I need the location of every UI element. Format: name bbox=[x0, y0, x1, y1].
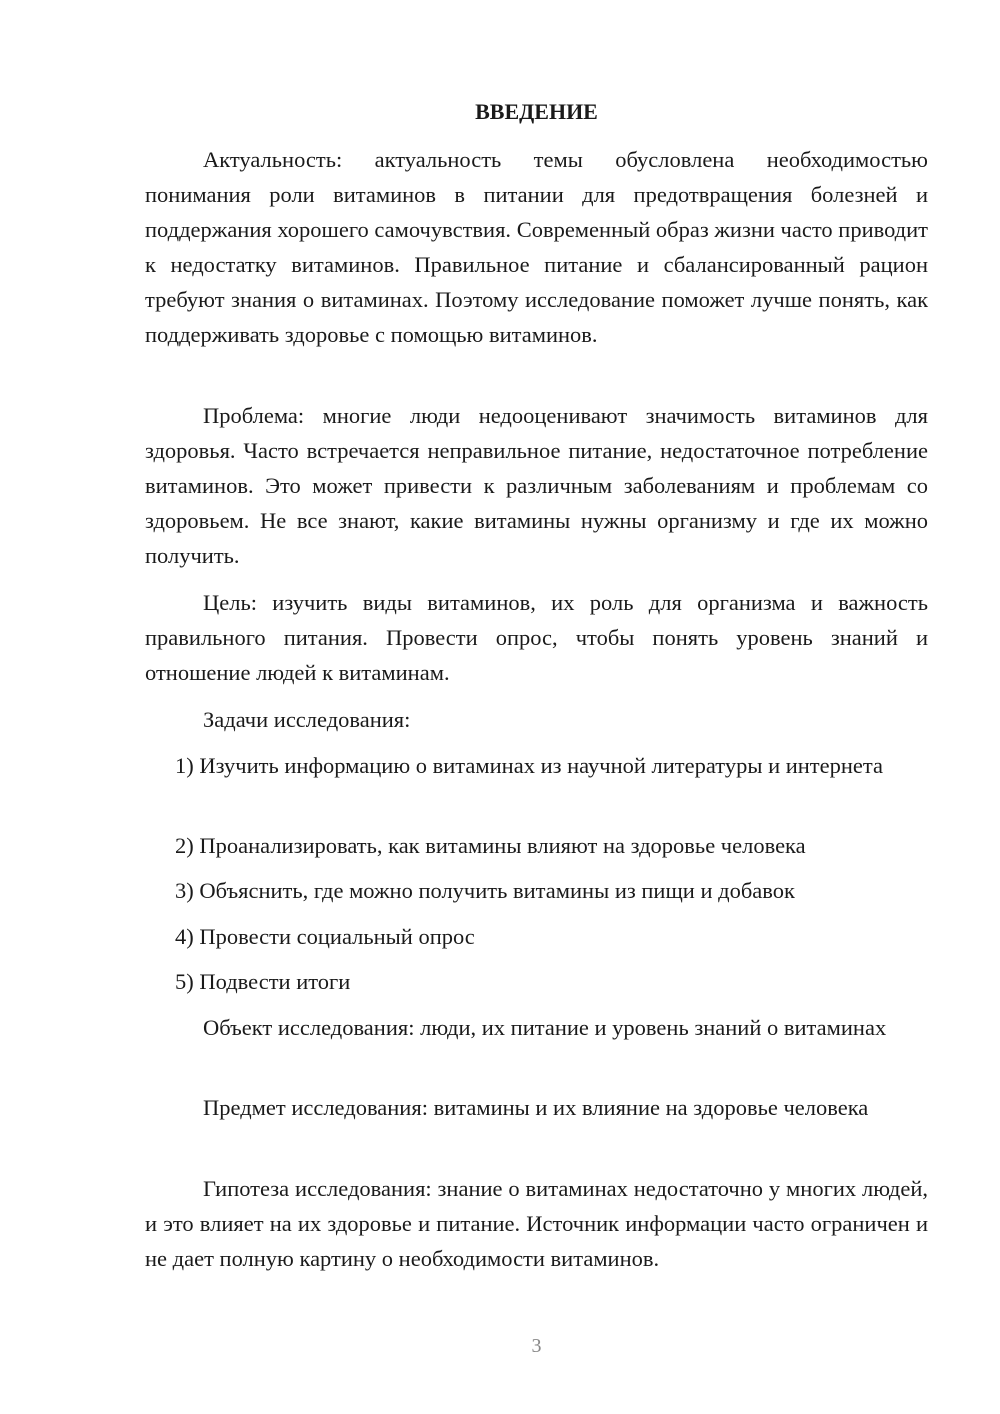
document-page bbox=[145, 0, 928, 1414]
paragraph-object: Объект исследования: люди, их питание и уровень знаний о витаминах bbox=[203, 1015, 887, 1040]
list-item-task-4: 4) Провести социальный опрос bbox=[175, 924, 475, 949]
paragraph-subject: Предмет исследования: витамины и их влияние на здоровье человека bbox=[203, 1095, 869, 1120]
paragraph-problem: Проблема: многие люди недооценивают значимость витаминов для здоровья. Часто встречается неправильное питание, недостаточное потребление витаминов. Это может привести к различным заболеваниям и проблемам со здоровьем. Не все знают, какие витамины нужны организму и где их можно получить. bbox=[145, 403, 928, 568]
page-number: 3 bbox=[531, 1335, 542, 1357]
list-item-task-2: 2) Проанализировать, как витамины влияют на здоровье человека bbox=[175, 833, 806, 858]
list-item-task-3: 3) Объяснить, где можно получить витамины из пищи и добавок bbox=[175, 878, 795, 903]
page-title: ВВЕДЕНИЕ bbox=[475, 99, 598, 124]
list-item-task-1: 1) Изучить информацию о витаминах из научной литературы и интернета bbox=[175, 753, 884, 778]
paragraph-tasks-heading: Задачи исследования: bbox=[203, 707, 411, 732]
paragraph-hypothesis: Гипотеза исследования: знание о витаминах недостаточно у многих людей, и это влияет на их здоровье и питание. Источник информации часто ограничен и не дает полную картину о необходимости витаминов. bbox=[145, 1176, 928, 1271]
paragraph-relevance: Актуальность: актуальность темы обусловлена необходимостью понимания роли витаминов в питании для предотвращения болезней и поддержания хорошего самочувствия. Современный образ жизни часто приводит к недостатку витаминов. Правильное питание и сбалансированный рацион требуют знания о витаминах. Поэтому исследование поможет лучше понять, как поддерживать здоровье с помощью витаминов. bbox=[145, 147, 928, 347]
list-item-task-5: 5) Подвести итоги bbox=[175, 969, 351, 994]
paragraph-goal: Цель: изучить виды витаминов, их роль для организма и важность правильного питания. Провести опрос, чтобы понять уровень знаний и отношение людей к витаминам. bbox=[145, 590, 928, 685]
